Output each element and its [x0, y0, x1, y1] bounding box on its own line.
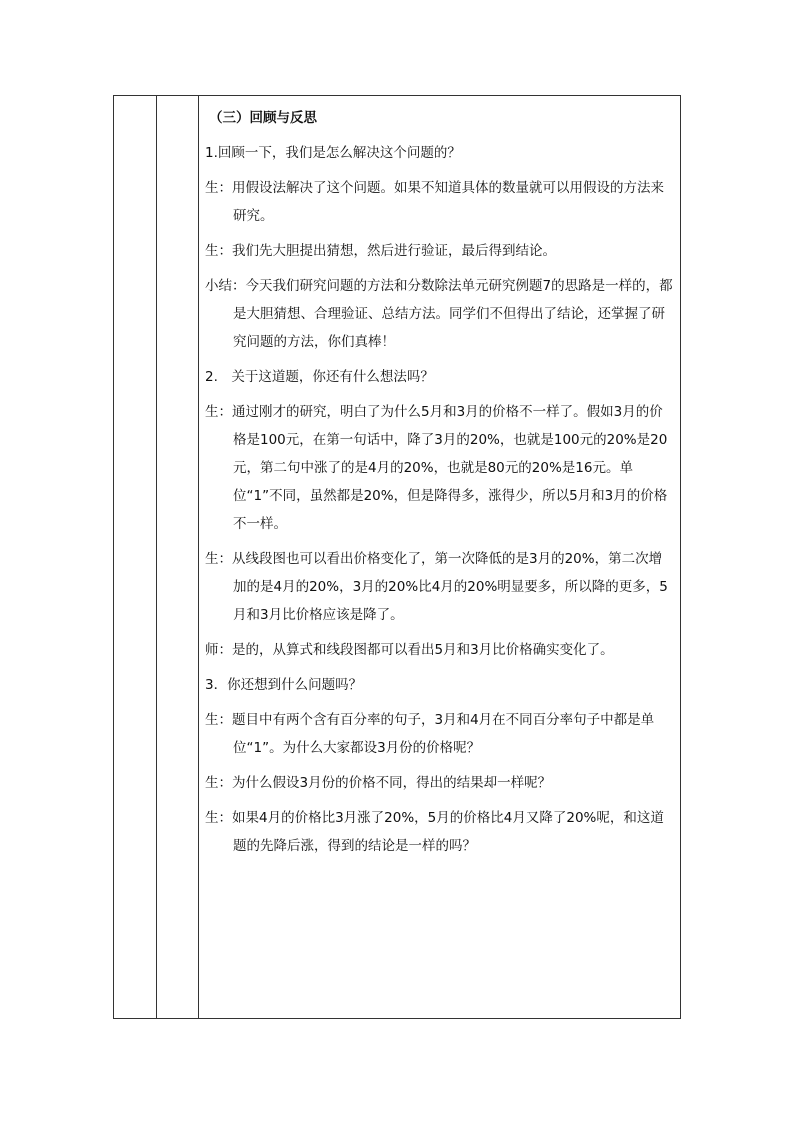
- student-answer: 生：为什么假设3月份的价格不同，得出的结果却一样呢？: [205, 775, 552, 791]
- question-2: 2. 关于这道题，你还有什么想法吗？: [205, 369, 434, 385]
- table-column-divider: [198, 95, 199, 1019]
- student-answer: 生：从线段图也可以看出价格变化了，第一次降低的是3月的20%，第二次增加的是4月的20%，3月的20%比4月的20%明显要多，所以降的更多，5月和3月比价格应该是降了。: [205, 551, 668, 623]
- question-3: 3．你还想到什么问题吗？: [205, 677, 363, 693]
- section-title: （三）回顾与反思: [209, 110, 317, 126]
- summary: 小结：今天我们研究问题的方法和分数除法单元研究例题7的思路是一样的，都是大胆猜想、合理验证、总结方法。同学们不但得出了结论，还掌握了研究问题的方法，你们真棒！: [205, 278, 673, 350]
- lesson-content: [205, 104, 675, 867]
- student-answer: 生：通过刚才的研究，明白了为什么5月和3月的价格不一样了。假如3月的价格是100元，在第一句话中，降了3月的20%，也就是100元的20%是20元，第二句中涨了的是4月的20%，也就是80元的20%是16元。单位“1”不同，虽然都是20%，但是降得多，涨得少，所以5月和3月的价格不一样。: [205, 404, 668, 532]
- student-answer: 生：题目中有两个含有百分率的句子，3月和4月在不同百分率句子中都是单位“1”。为什么大家都设3月份的价格呢？: [205, 712, 655, 756]
- question-1: 1.回顾一下，我们是怎么解决这个问题的？: [205, 145, 461, 161]
- table-column-divider: [156, 95, 157, 1019]
- student-answer: 生：用假设法解决了这个问题。如果不知道具体的数量就可以用假设的方法来研究。: [205, 180, 664, 224]
- student-answer: 生：如果4月的价格比3月涨了20%，5月的价格比4月又降了20%呢，和这道题的先降后涨，得到的结论是一样的吗？: [205, 810, 664, 854]
- student-answer: 生：我们先大胆提出猜想，然后进行验证，最后得到结论。: [205, 243, 556, 259]
- teacher-remark: 师：是的，从算式和线段图都可以看出5月和3月比价格确实变化了。: [205, 642, 614, 658]
